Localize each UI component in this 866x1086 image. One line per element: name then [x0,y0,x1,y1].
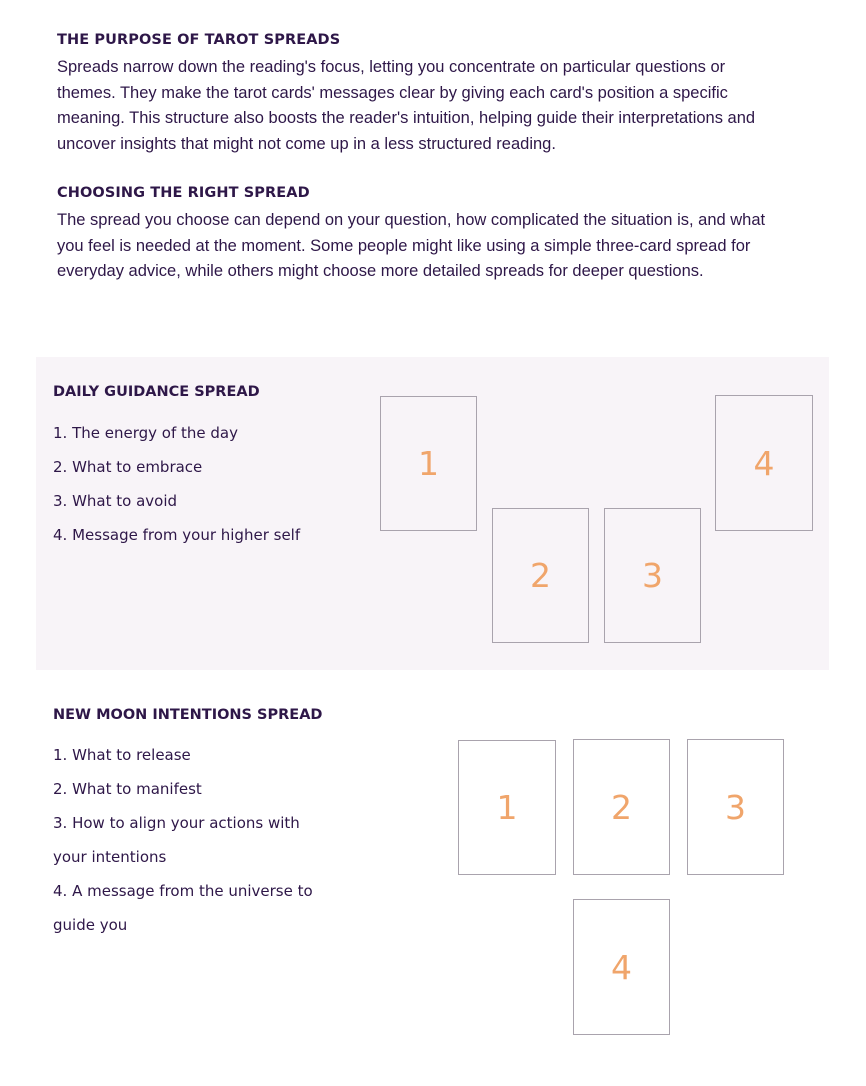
choosing-heading: CHOOSING THE RIGHT SPREAD [57,185,310,201]
list-item: 3. How to align your actions with [53,814,300,832]
choosing-paragraph [57,208,837,285]
list-item: 2. What to embrace [53,458,203,476]
card-number: 3 [642,556,663,595]
card-number: 1 [418,444,439,483]
new-moon-card-4 [573,899,670,1035]
daily-spread-title: DAILY GUIDANCE SPREAD [53,384,260,400]
new-moon-card-2 [573,739,670,875]
new-moon-spread-list [53,738,323,942]
list-item: 4. Message from your higher self [53,526,301,544]
new-moon-card-3 [687,739,784,875]
card-number: 2 [611,787,632,827]
list-item: 1. The energy of the day [53,424,238,442]
choosing-line: you feel is needed at the moment. Some people might like using a simple three-card spread for [57,236,751,255]
choosing-line: everyday advice, while others might choose more detailed spreads for deeper questions. [57,262,704,280]
daily-card-2 [492,508,589,643]
card-number: 4 [611,947,632,987]
new-moon-spread-title: NEW MOON INTENTIONS SPREAD [53,707,323,723]
purpose-line: meaning. This structure also boosts the reader's intuition, helping guide their interpretations and [57,109,756,127]
list-item: 1. What to release [53,746,191,764]
card-number: 4 [753,443,775,483]
daily-card-1 [380,396,477,531]
list-item: guide you [53,916,128,934]
card-number: 3 [725,787,746,827]
choosing-line: The spread you choose can depend on your question, how complicated the situation is, and what [57,211,766,229]
purpose-line: uncover insights that might not come up in a less structured reading. [57,134,556,153]
list-item: 4. A message from the universe to [53,882,313,900]
list-item: your intentions [53,848,167,866]
daily-card-4 [715,395,813,531]
purpose-paragraph [57,55,837,157]
card-number: 1 [496,788,518,827]
card-number: 2 [530,556,551,595]
purpose-heading: THE PURPOSE OF TAROT SPREADS [57,32,341,48]
daily-spread-list [53,416,323,552]
purpose-line: themes. They make the tarot cards' messages clear by giving each card's position a specific [57,83,728,102]
new-moon-card-1 [458,740,556,875]
daily-card-3 [604,508,701,643]
list-item: 2. What to manifest [53,780,202,798]
list-item: 3. What to avoid [53,492,178,510]
purpose-line: Spreads narrow down the reading's focus, letting you concentrate on particular questions or [57,58,726,76]
